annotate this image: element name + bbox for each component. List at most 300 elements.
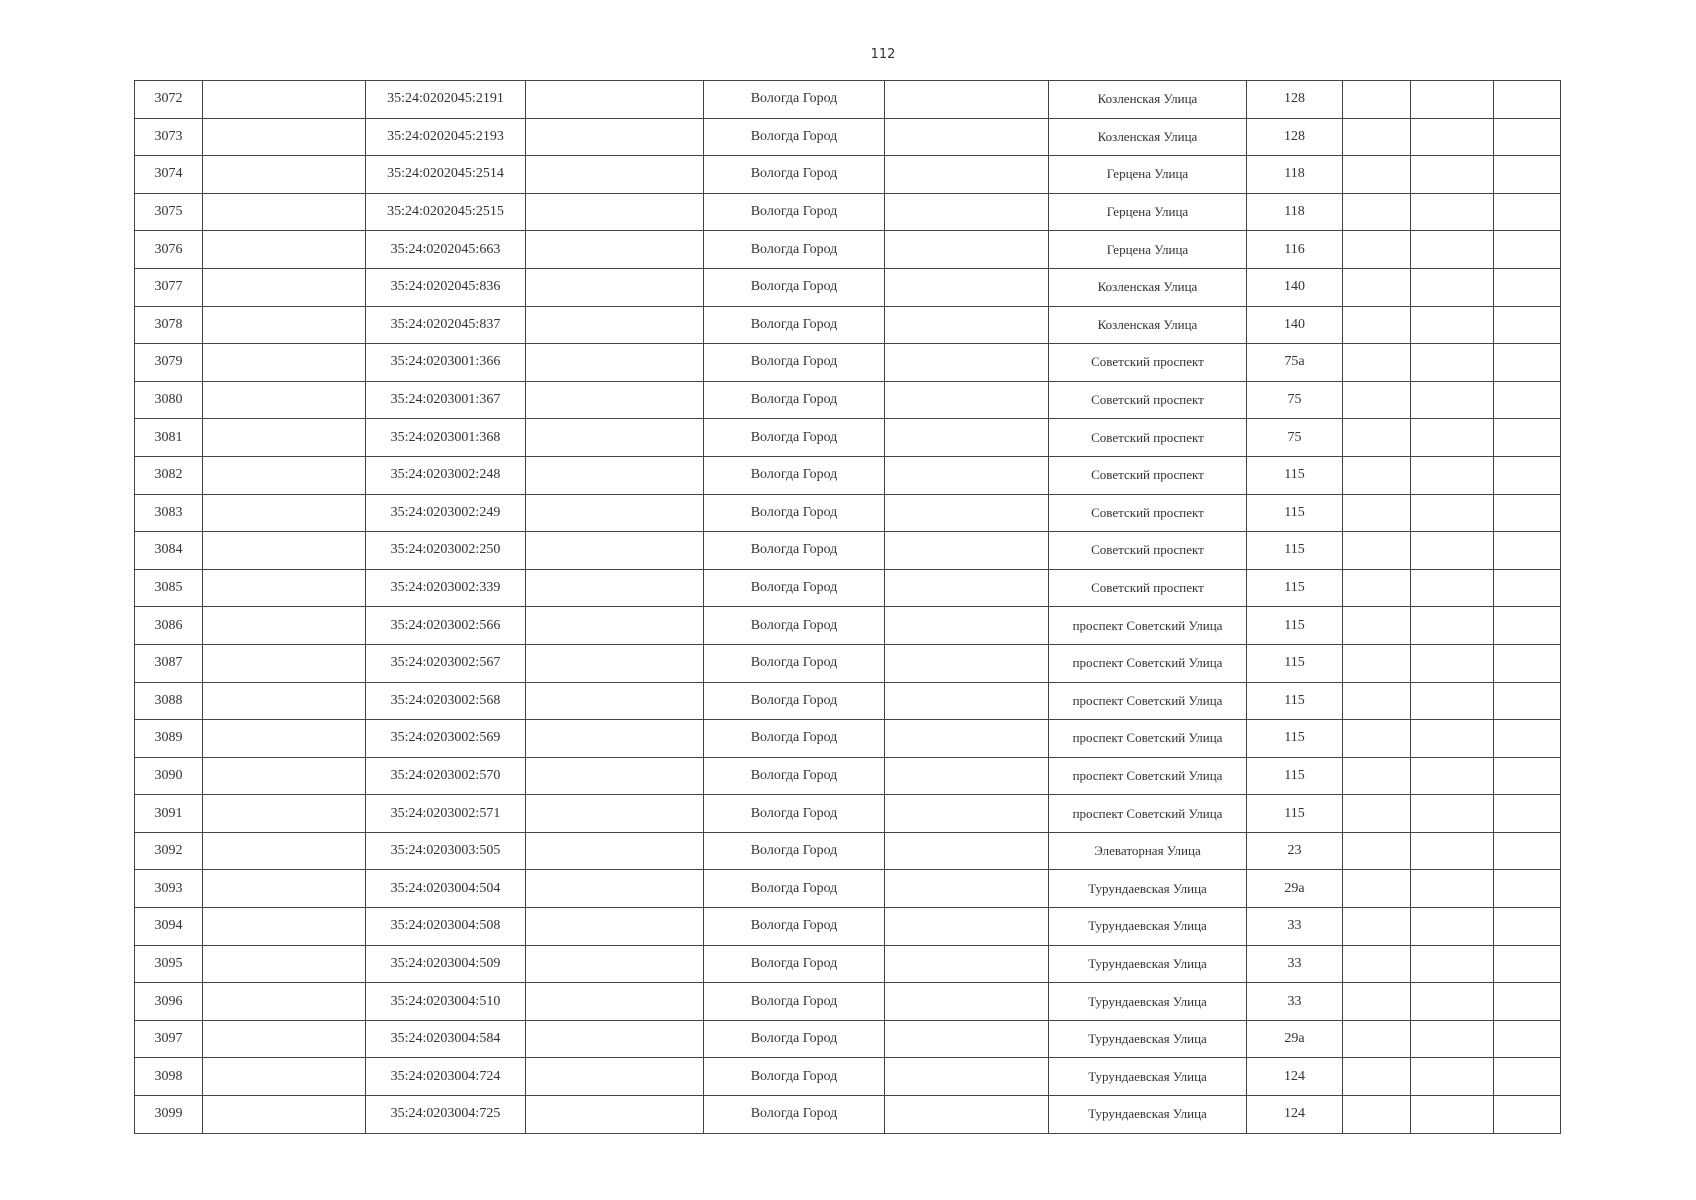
empty-cell <box>203 456 366 494</box>
city-cell: Вологда Город <box>704 156 885 194</box>
empty-cell <box>1343 118 1411 156</box>
cadastral-number-cell: 35:24:0203002:571 <box>366 795 526 833</box>
city-cell: Вологда Город <box>704 419 885 457</box>
empty-cell <box>1343 231 1411 269</box>
row-number-cell: 3095 <box>135 945 203 983</box>
empty-cell <box>1411 682 1494 720</box>
row-number-cell: 3092 <box>135 832 203 870</box>
row-number-cell: 3083 <box>135 494 203 532</box>
house-number-cell: 118 <box>1247 156 1343 194</box>
empty-cell <box>526 306 704 344</box>
empty-cell <box>885 945 1049 983</box>
empty-cell <box>203 983 366 1021</box>
street-cell: Турундаевская Улица <box>1049 1096 1247 1134</box>
house-number-cell: 124 <box>1247 1096 1343 1134</box>
cadastral-number-cell: 35:24:0203002:250 <box>366 532 526 570</box>
cadastral-number-cell: 35:24:0203002:249 <box>366 494 526 532</box>
empty-cell <box>1343 983 1411 1021</box>
table-row <box>135 156 1561 194</box>
table-row <box>135 494 1561 532</box>
cadastral-number-cell: 35:24:0203001:367 <box>366 381 526 419</box>
city-cell: Вологда Город <box>704 381 885 419</box>
empty-cell <box>1494 1020 1561 1058</box>
empty-cell <box>1343 193 1411 231</box>
street-cell: Советский проспект <box>1049 381 1247 419</box>
empty-cell <box>203 118 366 156</box>
empty-cell <box>1411 908 1494 946</box>
empty-cell <box>1494 344 1561 382</box>
empty-cell <box>203 569 366 607</box>
city-cell: Вологда Город <box>704 607 885 645</box>
empty-cell <box>1343 381 1411 419</box>
city-cell: Вологда Город <box>704 832 885 870</box>
house-number-cell: 115 <box>1247 456 1343 494</box>
empty-cell <box>203 494 366 532</box>
street-cell: Козленская Улица <box>1049 81 1247 119</box>
row-number-cell: 3080 <box>135 381 203 419</box>
empty-cell <box>1411 381 1494 419</box>
empty-cell <box>1411 268 1494 306</box>
empty-cell <box>1411 1020 1494 1058</box>
empty-cell <box>885 532 1049 570</box>
empty-cell <box>203 306 366 344</box>
house-number-cell: 115 <box>1247 682 1343 720</box>
empty-cell <box>526 268 704 306</box>
empty-cell <box>885 607 1049 645</box>
city-cell: Вологда Город <box>704 344 885 382</box>
row-number-cell: 3081 <box>135 419 203 457</box>
empty-cell <box>1494 908 1561 946</box>
empty-cell <box>885 1058 1049 1096</box>
street-cell: Элеваторная Улица <box>1049 832 1247 870</box>
table-row <box>135 983 1561 1021</box>
row-number-cell: 3076 <box>135 231 203 269</box>
empty-cell <box>1411 607 1494 645</box>
house-number-cell: 75 <box>1247 381 1343 419</box>
empty-cell <box>526 1020 704 1058</box>
empty-cell <box>203 870 366 908</box>
empty-cell <box>1494 268 1561 306</box>
table-row <box>135 795 1561 833</box>
house-number-cell: 33 <box>1247 945 1343 983</box>
table-row <box>135 268 1561 306</box>
city-cell: Вологда Город <box>704 268 885 306</box>
empty-cell <box>885 983 1049 1021</box>
empty-cell <box>526 419 704 457</box>
empty-cell <box>203 532 366 570</box>
street-cell: Турундаевская Улица <box>1049 1020 1247 1058</box>
city-cell: Вологда Город <box>704 532 885 570</box>
house-number-cell: 115 <box>1247 795 1343 833</box>
empty-cell <box>1494 757 1561 795</box>
empty-cell <box>885 231 1049 269</box>
city-cell: Вологда Город <box>704 569 885 607</box>
cadastral-number-cell: 35:24:0203002:568 <box>366 682 526 720</box>
table-row <box>135 607 1561 645</box>
empty-cell <box>885 193 1049 231</box>
empty-cell <box>1494 381 1561 419</box>
cadastral-number-cell: 35:24:0202045:663 <box>366 231 526 269</box>
street-cell: проспект Советский Улица <box>1049 795 1247 833</box>
table-row <box>135 81 1561 119</box>
row-number-cell: 3087 <box>135 644 203 682</box>
cadastral-number-cell: 35:24:0203004:724 <box>366 1058 526 1096</box>
empty-cell <box>1494 306 1561 344</box>
empty-cell <box>1494 720 1561 758</box>
city-cell: Вологда Город <box>704 1058 885 1096</box>
empty-cell <box>526 344 704 382</box>
cadastral-number-cell: 35:24:0203002:566 <box>366 607 526 645</box>
cadastral-number-cell: 35:24:0203001:366 <box>366 344 526 382</box>
city-cell: Вологда Город <box>704 870 885 908</box>
city-cell: Вологда Город <box>704 682 885 720</box>
street-cell: проспект Советский Улица <box>1049 720 1247 758</box>
city-cell: Вологда Город <box>704 306 885 344</box>
house-number-cell: 115 <box>1247 757 1343 795</box>
empty-cell <box>526 156 704 194</box>
city-cell: Вологда Город <box>704 795 885 833</box>
empty-cell <box>1343 832 1411 870</box>
empty-cell <box>203 757 366 795</box>
empty-cell <box>1343 156 1411 194</box>
street-cell: Турундаевская Улица <box>1049 983 1247 1021</box>
house-number-cell: 116 <box>1247 231 1343 269</box>
cadastral-number-cell: 35:24:0202045:836 <box>366 268 526 306</box>
street-cell: Герцена Улица <box>1049 156 1247 194</box>
street-cell: проспект Советский Улица <box>1049 644 1247 682</box>
table-row <box>135 532 1561 570</box>
empty-cell <box>885 1096 1049 1134</box>
cadastral-number-cell: 35:24:0202045:2514 <box>366 156 526 194</box>
house-number-cell: 124 <box>1247 1058 1343 1096</box>
empty-cell <box>1343 344 1411 382</box>
city-cell: Вологда Город <box>704 494 885 532</box>
empty-cell <box>1411 231 1494 269</box>
street-cell: Советский проспект <box>1049 494 1247 532</box>
empty-cell <box>1411 494 1494 532</box>
empty-cell <box>1411 720 1494 758</box>
table-row <box>135 1058 1561 1096</box>
empty-cell <box>885 720 1049 758</box>
house-number-cell: 140 <box>1247 268 1343 306</box>
empty-cell <box>1411 757 1494 795</box>
empty-cell <box>1494 569 1561 607</box>
empty-cell <box>1411 983 1494 1021</box>
house-number-cell: 33 <box>1247 983 1343 1021</box>
empty-cell <box>203 268 366 306</box>
table-row <box>135 118 1561 156</box>
empty-cell <box>1411 832 1494 870</box>
cadastral-number-cell: 35:24:0202045:837 <box>366 306 526 344</box>
table-row <box>135 682 1561 720</box>
table-row <box>135 306 1561 344</box>
empty-cell <box>1494 156 1561 194</box>
street-cell: Советский проспект <box>1049 532 1247 570</box>
city-cell: Вологда Город <box>704 1020 885 1058</box>
empty-cell <box>526 832 704 870</box>
row-number-cell: 3097 <box>135 1020 203 1058</box>
empty-cell <box>203 156 366 194</box>
empty-cell <box>526 644 704 682</box>
table-row <box>135 870 1561 908</box>
table-row <box>135 381 1561 419</box>
empty-cell <box>1411 870 1494 908</box>
cadastral-number-cell: 35:24:0203004:508 <box>366 908 526 946</box>
house-number-cell: 23 <box>1247 832 1343 870</box>
table-row <box>135 231 1561 269</box>
empty-cell <box>1494 983 1561 1021</box>
empty-cell <box>526 607 704 645</box>
empty-cell <box>526 983 704 1021</box>
house-number-cell: 115 <box>1247 494 1343 532</box>
empty-cell <box>203 1058 366 1096</box>
empty-cell <box>203 419 366 457</box>
row-number-cell: 3093 <box>135 870 203 908</box>
street-cell: Турундаевская Улица <box>1049 945 1247 983</box>
empty-cell <box>1494 494 1561 532</box>
street-cell: Турундаевская Улица <box>1049 870 1247 908</box>
empty-cell <box>526 81 704 119</box>
empty-cell <box>1411 456 1494 494</box>
row-number-cell: 3091 <box>135 795 203 833</box>
empty-cell <box>526 908 704 946</box>
row-number-cell: 3082 <box>135 456 203 494</box>
empty-cell <box>1494 456 1561 494</box>
row-number-cell: 3096 <box>135 983 203 1021</box>
empty-cell <box>1343 607 1411 645</box>
empty-cell <box>1494 81 1561 119</box>
empty-cell <box>526 757 704 795</box>
empty-cell <box>526 231 704 269</box>
city-cell: Вологда Город <box>704 1096 885 1134</box>
row-number-cell: 3077 <box>135 268 203 306</box>
row-number-cell: 3084 <box>135 532 203 570</box>
empty-cell <box>1494 118 1561 156</box>
cadastral-number-cell: 35:24:0203004:504 <box>366 870 526 908</box>
street-cell: Козленская Улица <box>1049 268 1247 306</box>
house-number-cell: 75 <box>1247 419 1343 457</box>
empty-cell <box>203 1020 366 1058</box>
cadastral-number-cell: 35:24:0202045:2515 <box>366 193 526 231</box>
house-number-cell: 29а <box>1247 870 1343 908</box>
table-row <box>135 1020 1561 1058</box>
empty-cell <box>1343 306 1411 344</box>
empty-cell <box>1343 1096 1411 1134</box>
city-cell: Вологда Город <box>704 456 885 494</box>
house-number-cell: 128 <box>1247 118 1343 156</box>
row-number-cell: 3075 <box>135 193 203 231</box>
row-number-cell: 3072 <box>135 81 203 119</box>
street-cell: проспект Советский Улица <box>1049 682 1247 720</box>
empty-cell <box>526 118 704 156</box>
empty-cell <box>885 156 1049 194</box>
table-body <box>135 81 1561 1134</box>
empty-cell <box>1343 644 1411 682</box>
empty-cell <box>1343 494 1411 532</box>
cadastral-number-cell: 35:24:0203004:725 <box>366 1096 526 1134</box>
empty-cell <box>1411 118 1494 156</box>
table-row <box>135 344 1561 382</box>
table-row <box>135 456 1561 494</box>
empty-cell <box>526 381 704 419</box>
empty-cell <box>1343 945 1411 983</box>
empty-cell <box>885 344 1049 382</box>
empty-cell <box>526 1096 704 1134</box>
street-cell: проспект Советский Улица <box>1049 607 1247 645</box>
empty-cell <box>1494 795 1561 833</box>
cadastral-number-cell: 35:24:0203004:510 <box>366 983 526 1021</box>
empty-cell <box>526 682 704 720</box>
empty-cell <box>885 569 1049 607</box>
row-number-cell: 3074 <box>135 156 203 194</box>
empty-cell <box>526 569 704 607</box>
row-number-cell: 3085 <box>135 569 203 607</box>
city-cell: Вологда Город <box>704 231 885 269</box>
street-cell: Советский проспект <box>1049 569 1247 607</box>
city-cell: Вологда Город <box>704 908 885 946</box>
empty-cell <box>203 344 366 382</box>
cadastral-number-cell: 35:24:0203002:570 <box>366 757 526 795</box>
house-number-cell: 128 <box>1247 81 1343 119</box>
empty-cell <box>885 682 1049 720</box>
row-number-cell: 3089 <box>135 720 203 758</box>
empty-cell <box>1343 81 1411 119</box>
empty-cell <box>203 607 366 645</box>
empty-cell <box>1343 870 1411 908</box>
house-number-cell: 115 <box>1247 569 1343 607</box>
empty-cell <box>1494 231 1561 269</box>
table-row <box>135 945 1561 983</box>
table-row <box>135 720 1561 758</box>
empty-cell <box>885 870 1049 908</box>
empty-cell <box>1343 720 1411 758</box>
table-row <box>135 908 1561 946</box>
city-cell: Вологда Город <box>704 81 885 119</box>
empty-cell <box>203 720 366 758</box>
empty-cell <box>203 832 366 870</box>
empty-cell <box>203 644 366 682</box>
empty-cell <box>1494 419 1561 457</box>
house-number-cell: 115 <box>1247 607 1343 645</box>
cadastral-number-cell: 35:24:0203002:569 <box>366 720 526 758</box>
empty-cell <box>885 306 1049 344</box>
table-row <box>135 1096 1561 1134</box>
empty-cell <box>885 81 1049 119</box>
street-cell: Герцена Улица <box>1049 193 1247 231</box>
empty-cell <box>885 118 1049 156</box>
row-number-cell: 3086 <box>135 607 203 645</box>
empty-cell <box>526 945 704 983</box>
empty-cell <box>1494 945 1561 983</box>
empty-cell <box>1411 156 1494 194</box>
street-cell: Советский проспект <box>1049 419 1247 457</box>
city-cell: Вологда Город <box>704 644 885 682</box>
city-cell: Вологда Город <box>704 118 885 156</box>
empty-cell <box>885 494 1049 532</box>
empty-cell <box>1494 1096 1561 1134</box>
empty-cell <box>526 494 704 532</box>
empty-cell <box>203 682 366 720</box>
house-number-cell: 115 <box>1247 644 1343 682</box>
city-cell: Вологда Город <box>704 945 885 983</box>
cadastral-number-cell: 35:24:0203002:567 <box>366 644 526 682</box>
empty-cell <box>1343 569 1411 607</box>
row-number-cell: 3078 <box>135 306 203 344</box>
empty-cell <box>885 456 1049 494</box>
empty-cell <box>1494 644 1561 682</box>
empty-cell <box>1411 644 1494 682</box>
empty-cell <box>885 419 1049 457</box>
empty-cell <box>1411 419 1494 457</box>
empty-cell <box>885 381 1049 419</box>
cadastral-number-cell: 35:24:0203003:505 <box>366 832 526 870</box>
empty-cell <box>1411 1096 1494 1134</box>
row-number-cell: 3088 <box>135 682 203 720</box>
cadastral-number-cell: 35:24:0203002:339 <box>366 569 526 607</box>
cadastral-number-cell: 35:24:0202045:2193 <box>366 118 526 156</box>
empty-cell <box>203 231 366 269</box>
empty-cell <box>1494 193 1561 231</box>
row-number-cell: 3079 <box>135 344 203 382</box>
empty-cell <box>1343 757 1411 795</box>
empty-cell <box>526 193 704 231</box>
house-number-cell: 75а <box>1247 344 1343 382</box>
empty-cell <box>1411 945 1494 983</box>
row-number-cell: 3099 <box>135 1096 203 1134</box>
house-number-cell: 118 <box>1247 193 1343 231</box>
empty-cell <box>1494 532 1561 570</box>
empty-cell <box>885 268 1049 306</box>
empty-cell <box>526 720 704 758</box>
empty-cell <box>526 1058 704 1096</box>
city-cell: Вологда Город <box>704 757 885 795</box>
empty-cell <box>526 870 704 908</box>
empty-cell <box>1494 832 1561 870</box>
city-cell: Вологда Город <box>704 193 885 231</box>
empty-cell <box>1494 682 1561 720</box>
empty-cell <box>526 795 704 833</box>
empty-cell <box>203 193 366 231</box>
empty-cell <box>885 795 1049 833</box>
house-number-cell: 33 <box>1247 908 1343 946</box>
empty-cell <box>203 795 366 833</box>
empty-cell <box>203 945 366 983</box>
house-number-cell: 115 <box>1247 720 1343 758</box>
empty-cell <box>1411 532 1494 570</box>
empty-cell <box>1343 908 1411 946</box>
table-row <box>135 193 1561 231</box>
city-cell: Вологда Город <box>704 983 885 1021</box>
cadastral-number-cell: 35:24:0203002:248 <box>366 456 526 494</box>
street-cell: Турундаевская Улица <box>1049 1058 1247 1096</box>
empty-cell <box>203 381 366 419</box>
street-cell: Герцена Улица <box>1049 231 1247 269</box>
house-number-cell: 115 <box>1247 532 1343 570</box>
data-table <box>134 80 1561 1134</box>
empty-cell <box>1494 607 1561 645</box>
empty-cell <box>1411 1058 1494 1096</box>
cadastral-number-cell: 35:24:0203004:584 <box>366 1020 526 1058</box>
empty-cell <box>203 81 366 119</box>
empty-cell <box>1343 795 1411 833</box>
empty-cell <box>526 456 704 494</box>
street-cell: проспект Советский Улица <box>1049 757 1247 795</box>
empty-cell <box>1343 1058 1411 1096</box>
table-row <box>135 644 1561 682</box>
street-cell: Козленская Улица <box>1049 118 1247 156</box>
table-row <box>135 419 1561 457</box>
empty-cell <box>1343 268 1411 306</box>
